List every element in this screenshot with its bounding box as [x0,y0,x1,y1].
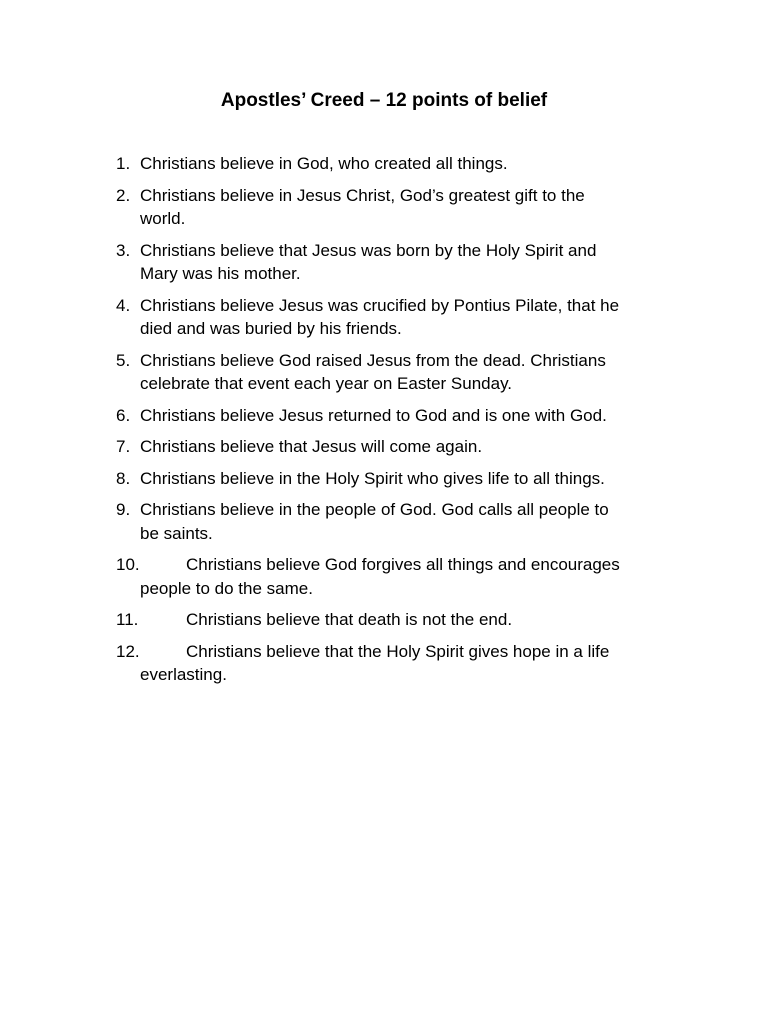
list-item [116,553,676,600]
item-number: 9. [116,500,131,519]
item-text-line-1: Christians believe God forgives all things and encourages [186,555,620,574]
list-item [116,498,676,545]
item-text-line-1: Christians believe Jesus returned to God and is one with God. [140,405,607,425]
list-item [116,152,676,176]
item-text-line-1: Christians believe in Jesus Christ, God’s greatest gift to the [140,185,585,205]
document-title: Apostles’ Creed – 12 points of belief [220,90,548,111]
item-text-line-2: Mary was his mother. [140,264,301,283]
list-item [116,184,676,231]
item-text-line-1: Christians believe God raised Jesus from the dead. Christians [140,350,606,370]
list-item [116,349,676,396]
item-number: 4. [116,295,131,315]
list-item [116,294,676,341]
list-item [116,239,676,286]
item-text-line-1: Christians believe that Jesus was born by the Holy Spirit and [140,240,597,260]
item-number: 7. [116,437,131,456]
item-text-line-1: Christians believe that death is not the end. [186,610,513,629]
item-text-line-1: Christians believe in the people of God. God calls all people to [140,500,609,519]
item-number: 2. [116,185,131,205]
list-item [116,640,676,687]
list-item [116,467,676,491]
item-text-line-1: Christians believe Jesus was crucified by Pontius Pilate, that he [140,295,620,315]
list-item [116,435,676,459]
item-number: 5. [116,350,131,370]
item-text-line-1: Christians believe in the Holy Spirit who gives life to all things. [140,468,605,488]
list-item [116,608,676,632]
item-text-line-2: people to do the same. [140,578,313,598]
creed-list [116,152,676,695]
item-text-line-2: died and was buried by his friends. [140,319,402,338]
item-text-line-2: be saints. [140,523,213,543]
item-text-line-2: world. [140,209,186,228]
list-item [116,404,676,428]
item-number: 10. [116,555,140,574]
item-number: 12. [116,641,140,661]
item-text-line-2: celebrate that event each year on Easter Sunday. [140,374,513,393]
item-number: 1. [116,154,131,173]
item-text-line-1: Christians believe that the Holy Spirit gives hope in a life [186,641,610,661]
item-text-line-1: Christians believe that Jesus will come again. [140,437,483,456]
item-number: 8. [116,468,131,488]
item-number: 3. [116,240,131,260]
item-number: 6. [116,405,131,425]
item-text-line-1: Christians believe in God, who created all things. [140,154,508,173]
item-number: 11. [116,610,139,629]
item-text-line-2: everlasting. [140,665,227,684]
